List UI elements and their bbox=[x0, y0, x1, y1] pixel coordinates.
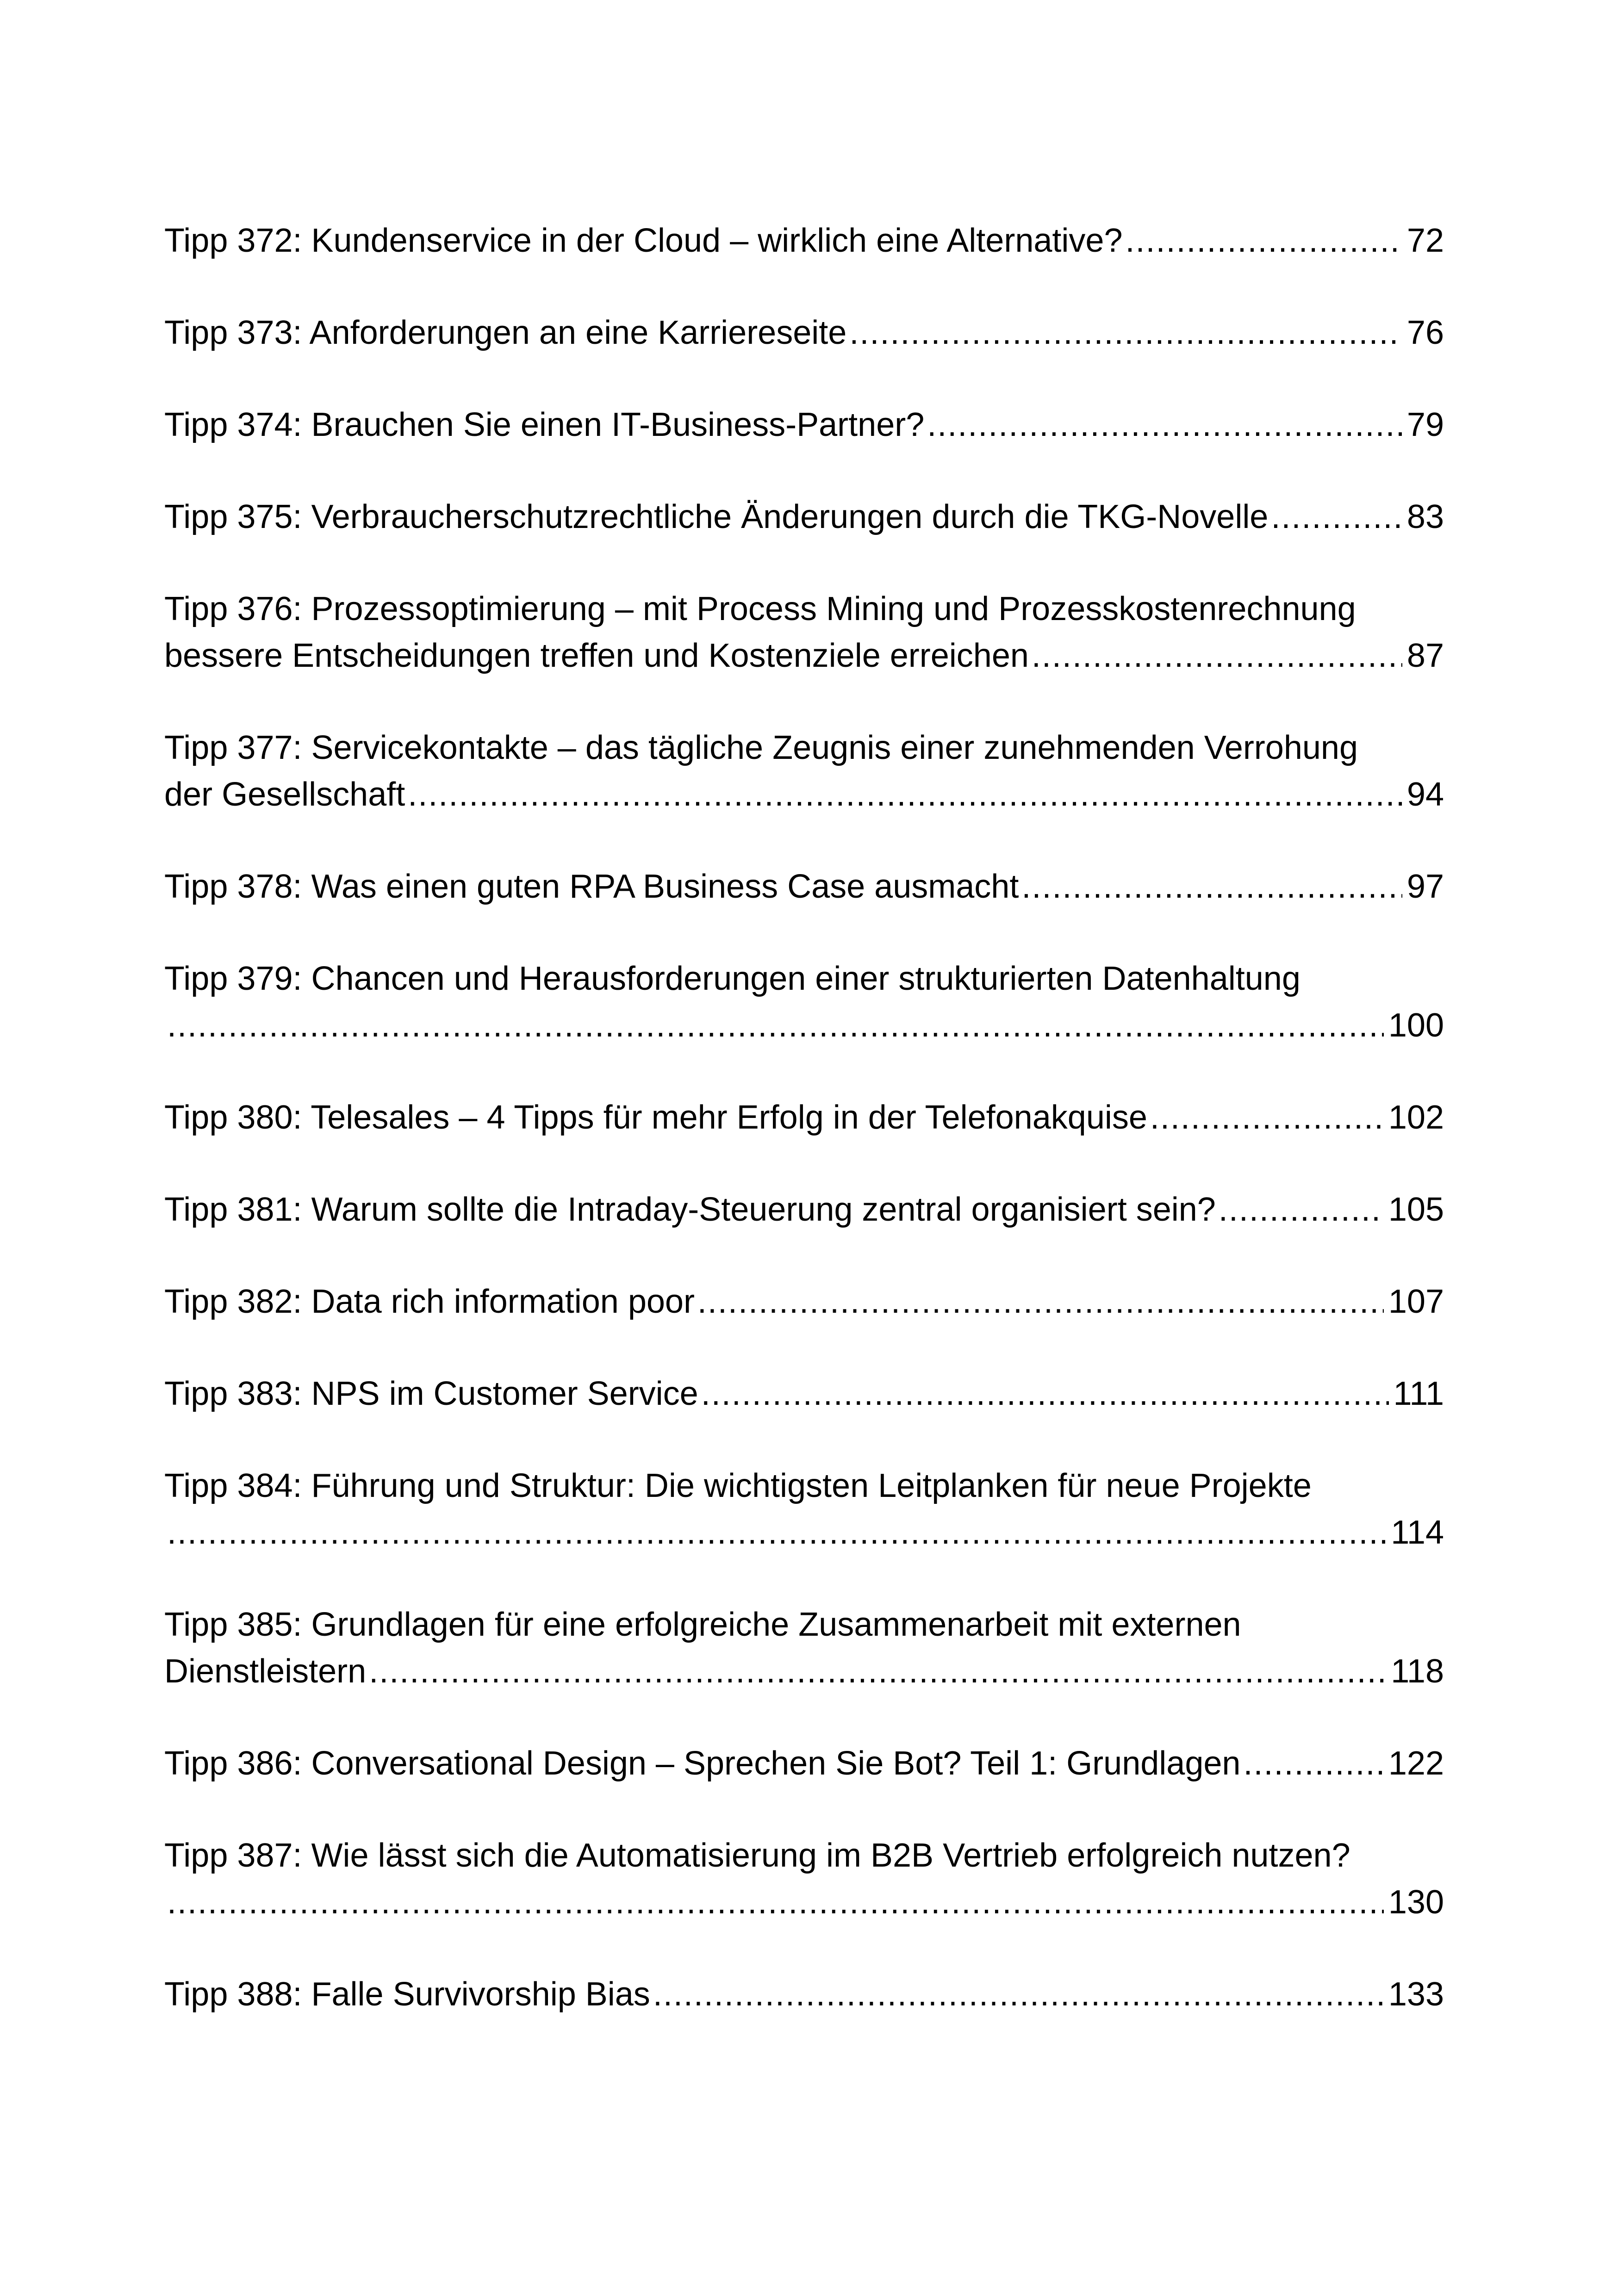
toc-line bbox=[164, 1186, 1444, 1233]
dot-leader bbox=[1021, 863, 1402, 910]
dot-leader bbox=[1150, 1094, 1384, 1141]
toc-line bbox=[164, 1879, 1444, 1926]
toc-entry-title: Tipp 372: Kundenservice in der Cloud – wirklich eine Alternative? bbox=[164, 222, 1123, 259]
toc-entry-title: Tipp 378: Was einen guten RPA Business Case ausmacht bbox=[164, 868, 1019, 905]
toc-entry bbox=[164, 863, 1444, 910]
toc-entry-title-continued: Dienstleistern bbox=[164, 1653, 367, 1690]
toc-page-number: 130 bbox=[1388, 1884, 1444, 1921]
toc-entry bbox=[164, 1601, 1444, 1695]
toc-entry bbox=[164, 217, 1444, 264]
dot-leader bbox=[927, 402, 1402, 448]
toc-entry bbox=[164, 402, 1444, 448]
dot-leader bbox=[1243, 1740, 1383, 1787]
dot-leader bbox=[1219, 1186, 1384, 1233]
toc-line bbox=[164, 863, 1444, 910]
dot-leader bbox=[408, 771, 1402, 818]
toc-entry-title: Tipp 377: Servicekontakte – das tägliche Zeugnis einer zunehmenden Verrohung bbox=[164, 729, 1358, 766]
toc-line bbox=[164, 1648, 1444, 1695]
toc-entry-title: Tipp 382: Data rich information poor bbox=[164, 1283, 695, 1320]
toc-page-number: 76 bbox=[1406, 314, 1444, 351]
toc-page-number: 100 bbox=[1388, 1007, 1444, 1044]
toc-page-number: 114 bbox=[1391, 1514, 1444, 1551]
toc-entry-title: Tipp 376: Prozessoptimierung – mit Process Mining und Prozesskostenrechnung bbox=[164, 590, 1356, 627]
toc-page-number: 118 bbox=[1391, 1653, 1444, 1690]
toc-page-number: 107 bbox=[1388, 1283, 1444, 1320]
toc-entry bbox=[164, 310, 1444, 356]
toc-line bbox=[164, 956, 1444, 1002]
toc-line bbox=[164, 1371, 1444, 1417]
toc-entry bbox=[164, 1278, 1444, 1325]
toc-line bbox=[164, 217, 1444, 264]
dot-leader bbox=[1271, 494, 1402, 540]
toc-entry bbox=[164, 1832, 1444, 1926]
toc-entry bbox=[164, 1971, 1444, 2018]
toc-entry-title: Tipp 385: Grundlagen für eine erfolgreiche Zusammenarbeit mit externen bbox=[164, 1606, 1241, 1643]
dot-leader bbox=[167, 1002, 1384, 1049]
toc-line bbox=[164, 586, 1444, 633]
toc-line bbox=[164, 310, 1444, 356]
toc-entry-title: Tipp 379: Chancen und Herausforderungen einer strukturierten Datenhaltung bbox=[164, 960, 1301, 997]
toc-entry-title: Tipp 373: Anforderungen an eine Karriereseite bbox=[164, 314, 847, 351]
toc-line bbox=[164, 1601, 1444, 1648]
toc-entry-title: Tipp 375: Verbraucherschutzrechtliche Änderungen durch die TKG-Novelle bbox=[164, 498, 1269, 535]
toc-page-number: 111 bbox=[1393, 1375, 1444, 1412]
toc-line bbox=[164, 494, 1444, 540]
toc-page-number: 79 bbox=[1406, 406, 1444, 443]
toc-line bbox=[164, 1971, 1444, 2018]
dot-leader bbox=[849, 310, 1402, 356]
dot-leader bbox=[653, 1971, 1384, 2018]
toc-line bbox=[164, 1463, 1444, 1509]
toc-entry bbox=[164, 494, 1444, 540]
toc-line bbox=[164, 1278, 1444, 1325]
toc-line bbox=[164, 402, 1444, 448]
toc-page-number: 105 bbox=[1388, 1191, 1444, 1228]
dot-leader bbox=[697, 1278, 1384, 1325]
toc-page-number: 72 bbox=[1406, 222, 1444, 259]
toc-line bbox=[164, 725, 1444, 771]
toc-page-number: 133 bbox=[1388, 1976, 1444, 2013]
toc-page-number: 122 bbox=[1388, 1745, 1444, 1782]
dot-leader bbox=[1032, 633, 1402, 679]
toc-line bbox=[164, 633, 1444, 679]
toc-entry-title: Tipp 383: NPS im Customer Service bbox=[164, 1375, 698, 1412]
toc-line bbox=[164, 1094, 1444, 1141]
table-of-contents bbox=[164, 217, 1444, 2063]
dot-leader bbox=[1126, 217, 1402, 264]
toc-entry-title-continued: der Gesellschaft bbox=[164, 776, 405, 813]
dot-leader bbox=[701, 1371, 1389, 1417]
dot-leader bbox=[167, 1879, 1384, 1926]
toc-line bbox=[164, 771, 1444, 818]
toc-entry bbox=[164, 1371, 1444, 1417]
toc-page-number: 97 bbox=[1406, 868, 1444, 905]
toc-page-number: 102 bbox=[1388, 1099, 1444, 1136]
toc-page-number: 83 bbox=[1406, 498, 1444, 535]
toc-page-number: 87 bbox=[1406, 637, 1444, 674]
toc-entry-title: Tipp 386: Conversational Design – Sprechen Sie Bot? Teil 1: Grundlagen bbox=[164, 1745, 1241, 1782]
toc-entry-title-continued: bessere Entscheidungen treffen und Kostenziele erreichen bbox=[164, 637, 1029, 674]
toc-entry-title: Tipp 388: Falle Survivorship Bias bbox=[164, 1976, 650, 2013]
toc-entry bbox=[164, 725, 1444, 818]
toc-entry bbox=[164, 586, 1444, 679]
toc-entry-title: Tipp 381: Warum sollte die Intraday-Steuerung zentral organisiert sein? bbox=[164, 1191, 1216, 1228]
toc-line bbox=[164, 1002, 1444, 1049]
toc-entry bbox=[164, 1740, 1444, 1787]
toc-entry-title: Tipp 384: Führung und Struktur: Die wichtigsten Leitplanken für neue Projekte bbox=[164, 1467, 1312, 1504]
toc-entry bbox=[164, 1463, 1444, 1556]
toc-line bbox=[164, 1509, 1444, 1556]
toc-entry bbox=[164, 1094, 1444, 1141]
dot-leader bbox=[369, 1648, 1386, 1695]
toc-entry-title: Tipp 380: Telesales – 4 Tipps für mehr Erfolg in der Telefonakquise bbox=[164, 1099, 1147, 1136]
toc-line bbox=[164, 1832, 1444, 1879]
toc-entry bbox=[164, 956, 1444, 1049]
dot-leader bbox=[167, 1509, 1386, 1556]
toc-entry bbox=[164, 1186, 1444, 1233]
toc-page-number: 94 bbox=[1406, 776, 1444, 813]
toc-entry-title: Tipp 374: Brauchen Sie einen IT-Business-Partner? bbox=[164, 406, 925, 443]
toc-entry-title: Tipp 387: Wie lässt sich die Automatisierung im B2B Vertrieb erfolgreich nutzen? bbox=[164, 1837, 1350, 1874]
toc-line bbox=[164, 1740, 1444, 1787]
